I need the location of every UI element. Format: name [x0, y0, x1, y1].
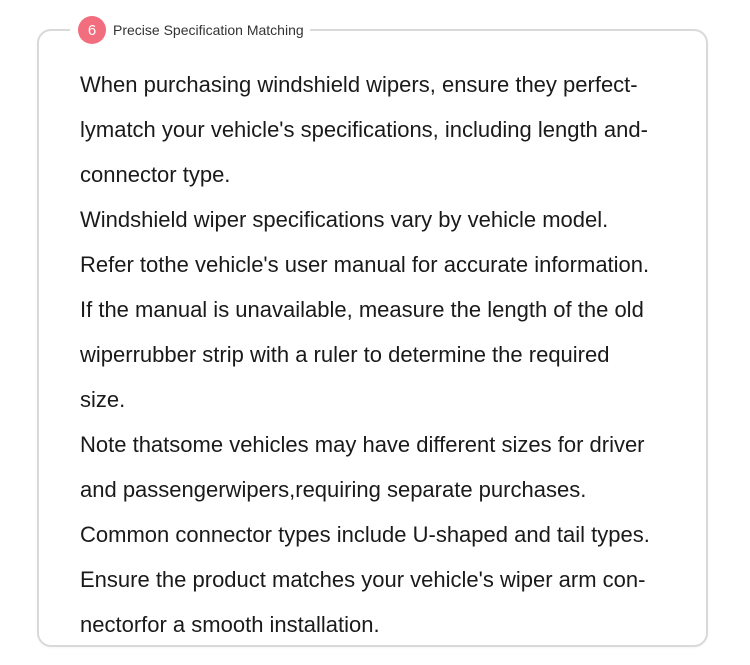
text-line: and passengerwipers,requiring separate purchases.: [80, 477, 587, 502]
text-line: Ensure the product matches your vehicle's wiper arm con-: [80, 567, 646, 592]
text-line: Note thatsome vehicles may have different sizes for driver: [80, 432, 645, 457]
text-line: When purchasing windshield wipers, ensure they perfect-: [80, 72, 638, 97]
text-line: Windshield wiper specifications vary by vehicle model.: [80, 207, 609, 232]
text-line: Refer tothe vehicle's user manual for accurate information.: [80, 252, 650, 277]
text-line: lymatch your vehicle's specifications, including length and-: [80, 117, 648, 142]
text-line: Common connector types include U-shaped and tail types.: [80, 522, 650, 547]
text-line: nectorfor a smooth installation.: [80, 612, 380, 637]
text-line: If the manual is unavailable, measure the length of the old: [80, 297, 644, 322]
text-line: size.: [80, 387, 126, 412]
text-line: connector type.: [80, 162, 231, 187]
section-header: [70, 14, 310, 46]
text-line: wiperrubber strip with a ruler to determine the required: [80, 342, 610, 367]
section-title: Precise Specification Matching: [113, 22, 304, 38]
body-text: [80, 62, 700, 647]
section-number-badge: 6: [78, 16, 106, 44]
